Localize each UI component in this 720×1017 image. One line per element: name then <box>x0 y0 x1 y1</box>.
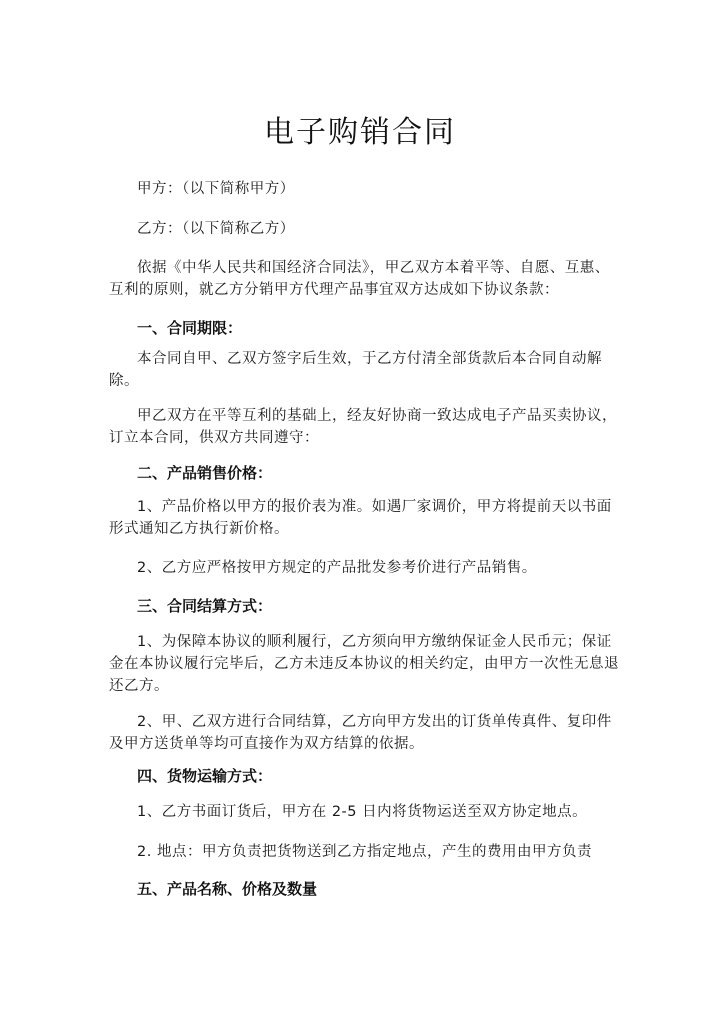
section-term-paragraph-2: 甲乙双方在平等互利的基础上，经友好协商一致达成电子产品买卖协议，订立本合同，供双方共同遵守： <box>109 408 617 446</box>
section-heading-settlement: 三、合同结算方式： <box>137 597 273 615</box>
section-price-paragraph-2: 2、乙方应严格按甲方规定的产品批发参考价进行产品销售。 <box>137 560 537 576</box>
section-term-paragraph-1: 本合同自甲、乙双方签字后生效，于乙方付清全部货款后本合同自动解除。 <box>109 351 602 389</box>
section-settlement-paragraph-1: 1、为保障本协议的顺利履行，乙方须向甲方缴纳保证金人民币元；保证金在本协议履行完毕后，乙方未违反本协议的相关约定，由甲方一次性无息退还乙方。 <box>109 634 619 694</box>
section-transport-paragraph-1: 1、乙方书面订货后，甲方在 2-5 日内将货物运送至双方协定地点。 <box>137 804 588 820</box>
section-settlement-paragraph-2: 2、甲、乙双方进行合同结算，乙方向甲方发出的订货单传真件、复印件及甲方送货单等均可直接作为双方结算的依据。 <box>109 714 612 752</box>
section-price-paragraph-1: 1、产品价格以甲方的报价表为准。如遇厂家调价，甲方将提前天以书面形式通知乙方执行新价格。 <box>109 499 612 537</box>
section-heading-term: 一、合同期限： <box>137 319 243 337</box>
section-heading-price: 二、产品销售价格： <box>137 464 273 482</box>
party-b-line: 乙方：（以下简称乙方） <box>137 221 295 237</box>
document-title: 电子购销合同 <box>264 115 456 150</box>
party-a-line: 甲方：（以下简称甲方） <box>137 181 295 197</box>
section-heading-products: 五、产品名称、价格及数量 <box>137 880 318 898</box>
preamble-paragraph: 依据《中华人民共和国经济合同法》，甲乙双方本着平等、自愿、互惠、互利的原则，就乙方分销甲方代理产品事宜双方达成如下协议条款： <box>109 260 610 298</box>
section-heading-transport: 四、货物运输方式： <box>137 767 273 785</box>
section-transport-paragraph-2: 2. 地点：甲方负责把货物送到乙方指定地点，产生的费用由甲方负责 <box>137 844 592 860</box>
